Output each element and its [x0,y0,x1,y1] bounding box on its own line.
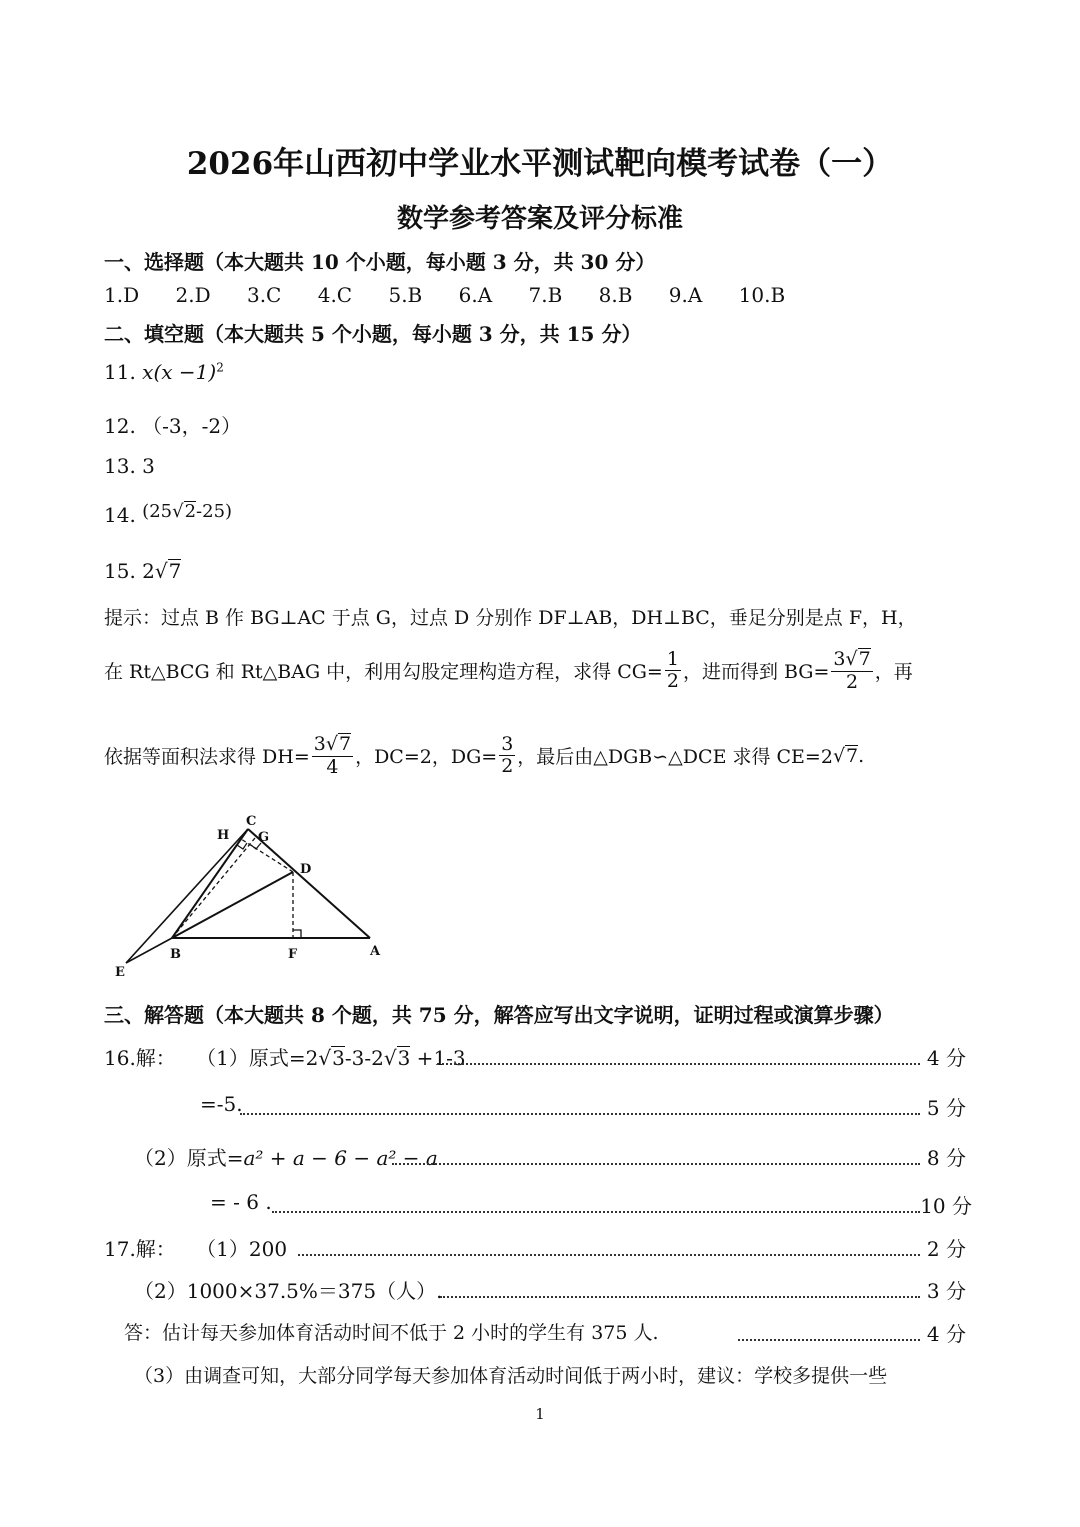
q16-part2: （2）原式=a² + a − 6 − a² − a [134,1146,438,1170]
hint-line-3: 依据等面积法求得 DH= $\frac{3√7}{4}$ ，DC=2，DG= $\frac{3}{2}$ ，最后由△DGB∽△DCE 求得 CE=2 √ 7 . [104,732,865,778]
q16-part1-result: =-5. [200,1092,243,1116]
answer-12: 12. （-3，-2） [104,414,242,438]
q14-radicand: 2 [184,501,197,522]
answer-5: 5.B [388,283,423,307]
answer-10: 10.B [738,283,786,307]
q16-part2-result: = - 6 . [210,1190,272,1214]
label-D: D [300,862,312,877]
q11-x: x [142,360,154,384]
q14-post: -25) [196,501,233,522]
segment-CA [248,829,370,938]
answer-4: 4.C [317,283,353,307]
score: 3 分 [926,1279,966,1303]
dot-leader [437,1063,920,1065]
hint-text: ，DC=2，DG= [355,746,498,769]
hint-text: ，再 [874,661,913,684]
sqrt-symbol: √ [154,559,168,583]
answer-9: 9.A [668,283,703,307]
geometry-figure [100,805,400,985]
section3-heading: 三、解答题（本大题共 8 个题，共 75 分，解答应写出文字说明，证明过程或演算步骤） [104,1003,894,1027]
segment-BG [172,838,255,938]
page-title: 2026年山西初中学业水平测试靶向模考试卷（一） [186,146,894,182]
hint-text: ，最后由△DGB∽△DCE 求得 CE=2 [517,746,833,769]
score: 4 分 [926,1046,966,1070]
right-angle-F [293,930,301,938]
hint-line-1: 提示：过点 B 作 BG⊥AC 于点 G，过点 D 分别作 DF⊥AB，DH⊥BC，垂足分别是点 F，H， [104,607,917,629]
dot-leader [738,1339,920,1341]
cg-fraction: $\frac{1}{2}$ [666,647,679,693]
label-A: A [370,944,381,959]
q14-pre: (25 [142,501,173,522]
hint-text: . [858,744,865,767]
label-B: B [170,947,181,962]
q11-paren: (x −1) [153,360,217,384]
choice-answers [104,283,815,307]
hint-line-2 [104,648,913,694]
label-H: H [217,828,230,843]
score: 4 分 [926,1322,966,1346]
q16-label: 16.解： [104,1046,176,1070]
label-G: G [258,830,270,845]
dot-leader [240,1113,920,1115]
segment-CB [172,829,248,938]
segment-BD [172,872,293,938]
dh-fraction: $\frac{3√7}{4}$ [313,733,352,778]
answer-6: 6.A [458,283,493,307]
ce-radicand: 7 [846,744,859,767]
page-subtitle: 数学参考答案及评分标准 [396,204,683,234]
q15-radicand: 7 [168,559,182,583]
q15-coef: 2 [142,559,155,583]
answer-3: 3.C [246,283,282,307]
q17-part2: （2）1000×37.5%＝375（人）. [134,1279,443,1303]
q17-label: 17.解： [104,1237,176,1261]
hint-text: ，进而得到 BG= [682,661,830,684]
answer-13: 13. 3 [104,454,155,478]
q15-number: 15. [104,559,136,583]
score: 2 分 [926,1237,966,1261]
hint-text: 在 Rt△BCG 和 Rt△BAG 中，利用勾股定理构造方程，求得 CG= [104,661,663,684]
dot-leader [272,1211,920,1213]
score: 5 分 [926,1096,966,1120]
q17-part1: 17.解： （1）200 [104,1237,288,1261]
answer-11 [104,360,224,384]
hint-text: 依据等面积法求得 DH= [104,746,310,769]
q11-number: 11. [104,360,136,384]
dot-leader [298,1254,920,1256]
segment-BE [126,938,172,963]
segment-CE [126,829,248,963]
dot-leader [392,1163,920,1165]
section1-heading: 一、选择题（本大题共 10 个小题，每小题 3 分，共 30 分） [104,250,656,274]
answer-8: 8.B [598,283,633,307]
dot-leader [440,1296,920,1298]
section2-heading: 二、填空题（本大题共 5 个小题，每小题 3 分，共 15 分） [104,322,642,346]
score: 8 分 [926,1146,966,1170]
answer-14 [104,503,232,527]
answer-7: 7.B [528,283,563,307]
answer-15 [104,559,181,583]
score: 10 分 [920,1194,972,1218]
answer-2: 2.D [175,283,211,307]
dg-fraction: $\frac{3}{2}$ [501,732,514,778]
q11-exp: 2 [216,360,224,375]
label-C: C [246,814,257,829]
label-E: E [115,965,125,980]
q17-part3: （3）由调查可知，大部分同学每天参加体育活动时间低于两小时，建议：学校多提供一些 [134,1365,888,1387]
q14-number: 14. [104,503,136,527]
page-number: 1 [535,1405,545,1423]
q16-part1: 16.解： （1）原式=2√3-3-2√3 +1-3 [104,1046,466,1070]
q17-answer: 答：估计每天参加体育活动时间不低于 2 小时的学生有 375 人. [124,1322,659,1344]
answer-1: 1.D [104,283,140,307]
label-F: F [288,947,298,962]
bg-fraction: $\frac{3√7}{2}$ [833,648,871,693]
sqrt-symbol: √ [172,501,184,522]
